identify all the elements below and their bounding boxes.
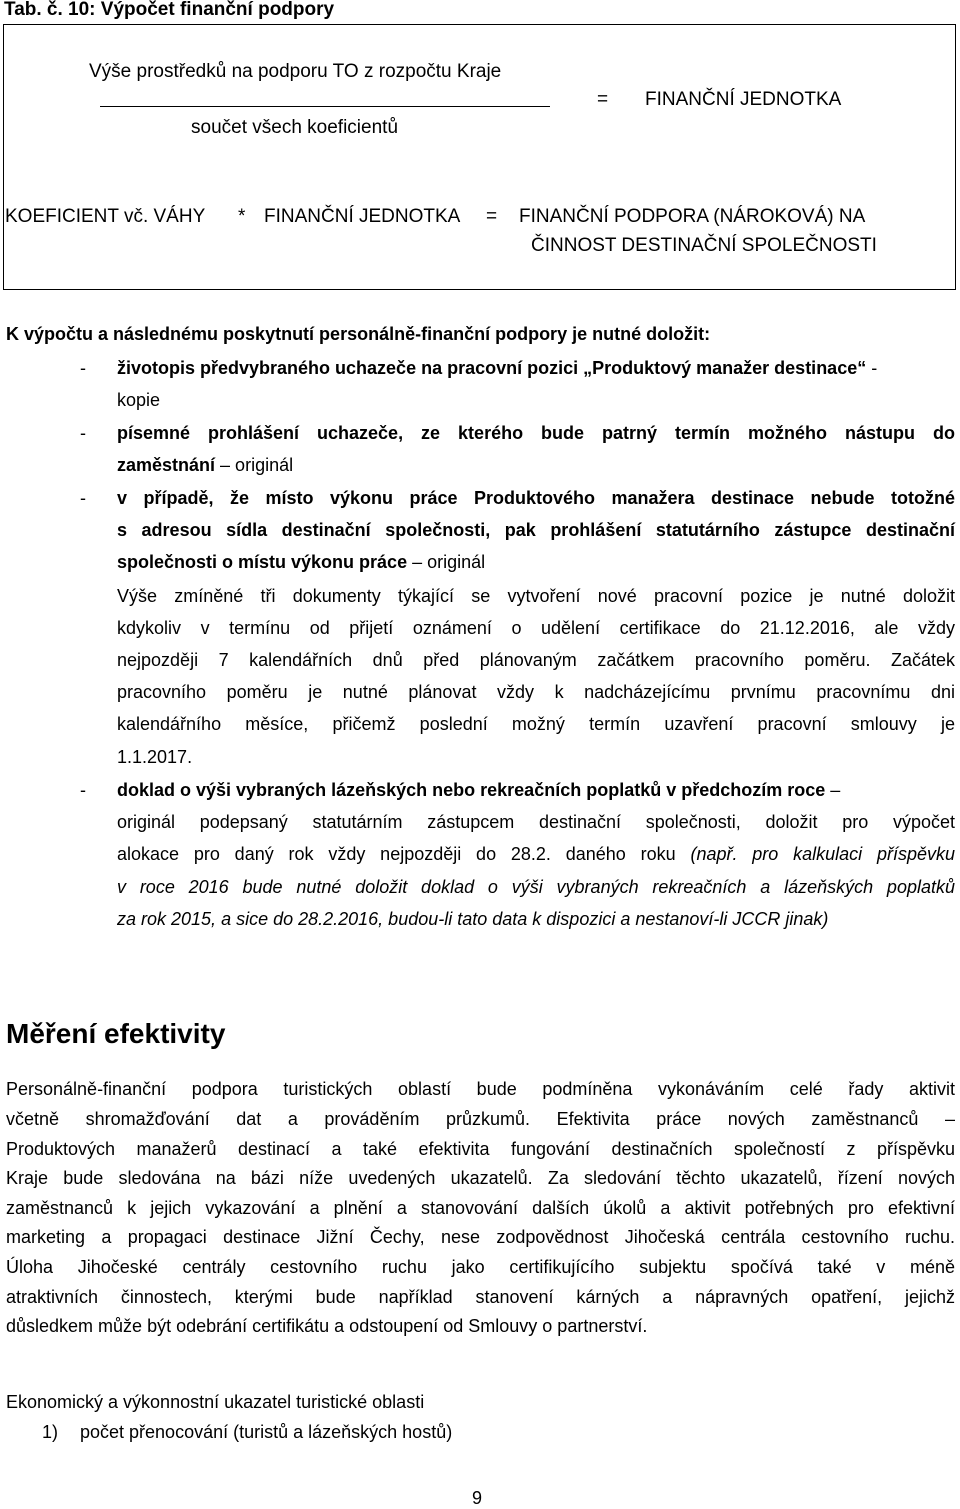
item2-line2 [117,454,293,476]
para-line-2: včetně shromažďování dat a prováděním průzkumů. Efektivita práce nových zaměstnanců – [6,1109,955,1129]
formula-coef-label: KOEFICIENT vč. VÁHY [5,206,206,227]
note-line-2: kdykoliv v termínu od přijetí oznámení o udělení certifikace do 21.12.2016, ale vždy [117,618,955,638]
indicator-1-text: počet přenocování (turistů a lázeňských hostů) [80,1422,453,1442]
para-line-6: marketing a propagaci destinace Jižní Čechy, nese zodpovědnost Jihočeská centrála cestovního ruchu. [6,1227,955,1247]
list-dash: - [80,780,86,800]
section-heading: Měření efektivity [6,1018,226,1049]
note-line-5: kalendářního měsíce, přičemž poslední možný termín uzavření pracovní smlouvy je [117,714,955,734]
item4-line1-bold: doklad o výši vybraných lázeňských nebo rekreačních poplatků v předchozím roce [117,780,826,800]
formula-equals-1: = [597,89,609,110]
item4-line4: v roce 2016 bude nutné doložit doklad o výši vybraných rekreačních a lázeňských poplatků [117,877,955,897]
item1-line1-tail: - [866,358,878,378]
item4-line2: originál podepsaný statutárním zástupcem destinační společnosti, doložit pro výpočet [117,812,955,832]
fraction-line [100,106,550,107]
item2-line2-bold: zaměstnání [117,455,216,475]
para-line-5: zaměstnanců k jejich vykazování a plnění a stanovování dalších úkolů a aktivit potřebných pro efektivní [6,1198,955,1218]
note-line-1: Výše zmíněné tři dokumenty týkající se vytvoření nové pracovní pozice je nutné doložit [117,586,955,606]
list-dash: - [80,488,86,508]
item3-line3 [117,551,485,573]
item3-line2: s adresou sídla destinační společnosti, pak prohlášení statutárního zástupce destinační [117,520,955,540]
page-number: 9 [472,1488,483,1508]
formula-equals-2: = [486,206,498,227]
para-line-8: atraktivních činnostech, kterými bude například stanovení kárných a nápravných opatření, jejichž [6,1287,955,1307]
item1-line1 [117,357,877,379]
note-line-4: pracovního poměru je nutné plánovat vždy k nadcházejícímu prvnímu pracovnímu dni [117,682,955,702]
item3-line3-rest: – originál [407,552,486,572]
formula-result-2-line2: ČINNOST DESTINAČNÍ SPOLEČNOSTI [531,235,877,256]
para-line-3: Produktových manažerů destinací a také efektivita fungování destinačních společností z příspěvku [6,1139,955,1159]
item4-line3-italic: (např. pro kalkulaci příspěvku [690,844,956,864]
list-dash: - [80,358,86,378]
indicator-title: Ekonomický a výkonnostní ukazatel turistické oblasti [6,1392,425,1412]
formula-unit-label: FINANČNÍ JEDNOTKA [264,206,461,227]
formula-numerator: Výše prostředků na podporu TO z rozpočtu Kraje [89,61,502,82]
item4-line1-tail: – [825,780,841,800]
formula-result-2-line1: FINANČNÍ PODPORA (NÁROKOVÁ) NA [519,206,866,227]
item1-line1-bold: životopis předvybraného uchazeče na pracovní pozici „Produktový manažer destinace“ [117,358,867,378]
indicator-1-number: 1) [42,1422,59,1442]
table-caption: Tab. č. 10: Výpočet finanční podpory [4,0,335,20]
formula-result-1: FINANČNÍ JEDNOTKA [645,89,842,110]
item4-line5: za rok 2015, a sice do 28.2.2016, budou-li tato data k dispozici a nestanoví-li JCCR jinak) [117,909,829,929]
para-line-7: Úloha Jihočeské centrály cestovního ruchu jako certifikujícího subjektu spočívá také v méně [6,1257,955,1277]
para-line-1: Personálně-finanční podpora turistických oblastí bude podmíněna vykonáváním celé řady aktivit [6,1079,955,1099]
formula-times: * [238,206,246,227]
item2-line2-rest: – originál [215,455,294,475]
note-line-3: nejpozději 7 kalendářních dnů před plánovaným začátkem pracovního poměru. Začátek [117,650,955,670]
note-line-6: 1.1.2017. [117,747,193,767]
item4-line3 [117,843,955,865]
para-line-9: důsledkem může být odebrání certifikátu a odstoupení od Smlouvy o partnerství. [6,1316,648,1336]
item1-line2: kopie [117,390,161,410]
list-dash: - [80,423,86,443]
item3-line3-bold: společnosti o místu výkonu práce [117,552,408,572]
para-line-4: Kraje bude sledována na bázi níže uvedených ukazatelů. Za sledování těchto ukazatelů, řízení nových [6,1168,955,1188]
requirements-intro: K výpočtu a následnému poskytnutí personálně-finanční podpory je nutné doložit: [6,324,711,344]
item2-line1: písemné prohlášení uchazeče, ze kterého bude patrný termín možného nástupu do [117,423,955,443]
item4-line1 [117,779,840,801]
formula-denominator: součet všech koeficientů [191,117,399,138]
item4-line3-plain: alokace pro daný rok vždy nejpozději do 28.2. daného roku [117,844,691,864]
item3-line1: v případě, že místo výkonu práce Produktového manažera destinace nebude totožné [117,488,955,508]
